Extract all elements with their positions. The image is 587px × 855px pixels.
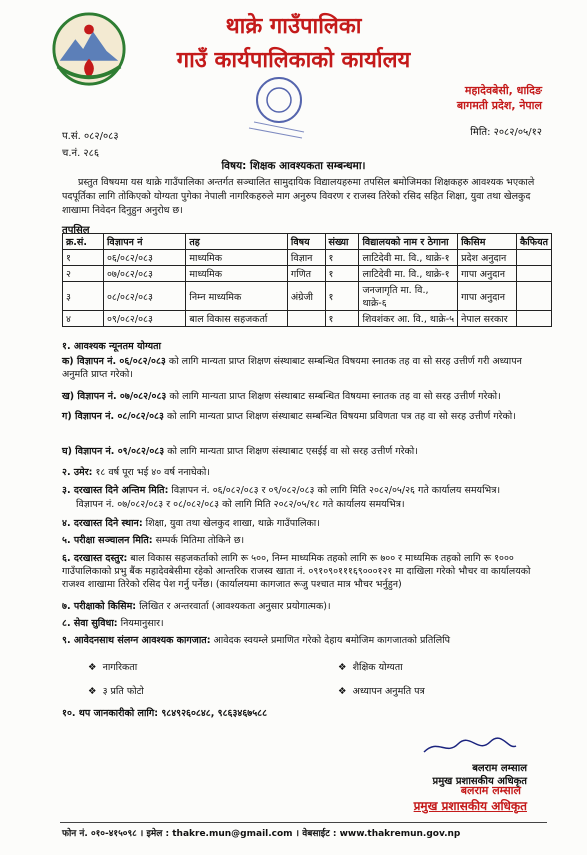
subject-line: विषय: शिक्षक आवश्यकता सम्बन्धमा।	[221, 160, 366, 172]
table-cell	[516, 250, 551, 266]
item-text: लिखित र अन्तरवार्ता (आवश्यकता अनुसार प्रयोगात्मक)।	[136, 601, 331, 612]
item-label: ख) विज्ञापन नं. ०७/०८२/०८३	[62, 391, 167, 402]
qualification-b	[62, 390, 542, 403]
item-label: ४. दरखास्त दिने स्थान:	[62, 518, 143, 529]
item-text: को लागि मान्यता प्राप्त शिक्षण संस्थाबाट एसईई वा सो सरह उत्तीर्ण गरेको।	[164, 446, 418, 457]
address-line-1: महादेवबेसी, धादिङ	[464, 84, 542, 97]
table-cell: विज्ञान	[287, 250, 325, 266]
table-row	[63, 250, 552, 266]
table-cell: निम्न माध्यमिक	[186, 282, 288, 311]
table-cell	[516, 282, 551, 311]
footer-contact: फोन नं. ०१०-४१५०९८ । इमेल : thakre.mun@gmail.com । वेबसाईट : www.thakremun.gov.np	[62, 829, 461, 839]
table-cell: १	[325, 311, 359, 327]
col-header: विद्यालयको नाम र ठेगाना	[359, 234, 458, 250]
table-cell: प्रदेश अनुदान	[458, 250, 517, 266]
document-name: अध्यापन अनुमति पत्र	[352, 686, 425, 697]
table-header-row	[63, 234, 552, 250]
table-cell: ०६/०८२/०८३	[103, 250, 185, 266]
item-label: ३. दरखास्त दिने अन्तिम मिति:	[62, 485, 169, 496]
item-label: ५. परीक्षा सञ्चालन मिति:	[62, 535, 153, 546]
table-cell: माध्यमिक	[186, 250, 288, 266]
footer-divider	[60, 822, 547, 823]
qualification-c	[62, 410, 542, 423]
table-cell: माध्यमिक	[186, 266, 288, 282]
document-name: ३ प्रति फोटो	[102, 686, 144, 697]
details-heading: तपसिल	[62, 225, 90, 236]
vacancy-table	[62, 233, 552, 327]
intro-paragraph: प्रस्तुत विषयमा यस थाक्रे गाउँपालिका अन्तर्गत सञ्चालित सामुदायिक विद्यालयहरुमा तपसिल बमोजिमका शिक्षकहरु आवश्यक भएकाले पदपूर्तिका लागि तोकिएको योग्यता पुगेका नेपाली नागरिकहरुले माग अनुरुप विवरण र राजस्व तिरेको रसिद सहित शिक्षा, युवा तथा खेलकुद शाखामा निवेदन दिनुहुन अनुरोध छ।	[62, 177, 535, 216]
table-cell: नेपाल सरकार	[458, 311, 517, 327]
col-header: विज्ञापन नं	[103, 234, 185, 250]
reference-number: प.सं. ०८२/०८३	[62, 131, 119, 142]
table-cell: गापा अनुदान	[458, 266, 517, 282]
table-cell: गणित	[287, 266, 325, 282]
item-text: १८ वर्ष पूरा भई ४० वर्ष ननाघेको।	[92, 467, 210, 478]
item-text: विज्ञापन नं. ०६/०८२/०८३ र ०९/०८२/०८३ को लागि मिति २०८२/०५/२६ गते कार्यालय समयभित्र।	[168, 485, 501, 496]
table-cell: लाटिदेवी मा. वि., थाक्रे-१	[359, 250, 458, 266]
item-text: आवेदक स्वयम्ले प्रमाणित गरेको देहाय बमोजिम कागजातको प्रतिलिपि	[210, 635, 450, 646]
col-header: किसिम	[458, 234, 517, 250]
item-label: घ) विज्ञापन नं. ०९/०८२/०८३	[62, 446, 165, 457]
item-text: को लागि मान्यता प्राप्त शिक्षण संस्थाबाट सम्बन्धित विषयमा स्नातक तह वा सो सरह उत्तीर्ण गरेको।	[166, 391, 501, 402]
col-header: संख्या	[325, 234, 359, 250]
table-cell: १	[325, 266, 359, 282]
list-item: ❖ ३ प्रति फोटो	[88, 686, 144, 697]
signatory-stamp-name: बलराम लम्साल	[460, 784, 521, 797]
age-requirement	[62, 466, 542, 479]
table-cell: शिवशंकर आ. वि., थाक्रे-५	[359, 311, 458, 327]
table-cell: बाल विकास सहजकर्ता	[186, 311, 288, 327]
item-text: शिक्षा, युवा तथा खेलकुद शाखा, थाक्रे गाउँपालिका।	[142, 518, 320, 529]
item-text: सम्पर्क मितिमा तोकिने छ।	[152, 535, 245, 546]
item-label: २. उमेर:	[62, 467, 93, 478]
application-place	[62, 517, 542, 530]
list-item: ❖ नागरिकता	[88, 662, 138, 673]
item-text: को लागि मान्यता प्राप्त शिक्षण संस्थाबाट सम्बन्धित विषयमा स्नातक तह वा सो सरह उत्तीर्ण गरी अध्यापन अनुमति प्राप्त गरेको।	[62, 356, 522, 380]
qualification-d	[62, 445, 542, 458]
table-row	[63, 266, 552, 282]
document-name: नागरिकता	[102, 662, 138, 673]
col-header: तह	[186, 234, 288, 250]
item-label: ८. सेवा सुविधा:	[62, 618, 118, 629]
item-text: को लागि मान्यता प्राप्त शिक्षण संस्थाबाट सम्बन्धित विषयमा प्रविणता पत्र तह वा सो सरह उत्तीर्ण गरेको।	[163, 411, 516, 422]
office-name: थाक्रे गाउँपालिका	[225, 14, 362, 39]
signatory-title: प्रमुख प्रशासकीय अधिकृत	[432, 776, 527, 787]
table-cell: ०९/०८२/०८३	[103, 311, 185, 327]
table-cell	[287, 311, 325, 327]
item-label: ग) विज्ञापन नं. ०८/०८२/०८३	[62, 411, 164, 422]
col-header: कैफियत	[516, 234, 551, 250]
table-cell: ०७/०८२/०८३	[103, 266, 185, 282]
table-cell: लाटिदेवी मा. वि., थाक्रे-१	[359, 266, 458, 282]
table-cell: ४	[63, 311, 104, 327]
table-row	[63, 282, 552, 311]
list-item: ❖ शैक्षिक योग्यता	[338, 662, 403, 673]
col-header: विषय	[287, 234, 325, 250]
item-text: बाल विकास सहजकर्ताको लागि रू ५००, निम्न माध्यमिक तहको लागि रू ७०० र माध्यमिक तहको लागि रू १००० गाउँपालिकाको प्रभु बैंक महादेवबेसीमा रहेको आन्तरिक राजस्व खाता नं. ०९१०९०१११६९०००१२१ मा दाखिला गरेको भौचर वा कार्यालयको राजश्व शाखामा तिरेको रसिद पेश गर्नु पर्नेछ। (कार्यालयमा कागजात रूजु पश्चात मात्र भौचर भर्नुहुन)	[62, 553, 531, 590]
office-stamp-icon	[234, 70, 324, 140]
signature-icon	[420, 736, 520, 758]
facilities	[62, 617, 542, 630]
table-cell	[516, 266, 551, 282]
required-documents	[62, 634, 542, 647]
qualification-a	[62, 355, 542, 381]
application-fee	[62, 552, 542, 591]
address-line-2: बागमती प्रदेश, नेपाल	[456, 99, 542, 112]
table-row	[63, 311, 552, 327]
signatory-name: बलराम लम्साल	[472, 763, 527, 774]
table-cell: १	[325, 250, 359, 266]
table-cell: गापा अनुदान	[458, 282, 517, 311]
contact-info: १०. थप जानकारीको लागि: ९८४९२६०८४८, ९८६३४६७५८८	[62, 708, 268, 719]
item-text: नियमानुसार।	[117, 618, 164, 629]
table-cell: ०८/०८२/०८३	[103, 282, 185, 311]
table-cell: २	[63, 266, 104, 282]
letter-date: मिति: २०८२/०५/१२	[470, 127, 542, 138]
item-label: क) विज्ञापन नं. ०६/०८२/०८३	[62, 356, 166, 367]
exam-type	[62, 600, 542, 613]
deadline	[62, 484, 542, 497]
qualification-heading: १. आवश्यक न्यूनतम योग्यता	[62, 341, 162, 352]
deadline-2: विज्ञापन नं. ०७/०८२/०८३ र ०८/०८२/०८३ को लागि मिति २०८२/०५/१८ गते कार्यालय समयभित्र।	[76, 499, 405, 510]
dispatch-number: च.नं. २८६	[62, 148, 100, 159]
list-item: ❖ अध्यापन अनुमति पत्र	[338, 686, 425, 697]
table-cell: जनजागृति मा. वि., थाक्रे-६	[359, 282, 458, 311]
exam-date	[62, 534, 542, 547]
table-cell: १	[325, 282, 359, 311]
col-header: क्र.सं.	[63, 234, 104, 250]
item-label: ९. आवेदनसाथ संलग्न आवश्यक कागजात:	[62, 635, 211, 646]
signatory-stamp-title: प्रमुख प्रशासकीय अधिकृत	[413, 799, 527, 813]
table-cell: १	[63, 250, 104, 266]
document-name: शैक्षिक योग्यता	[352, 662, 403, 673]
office-subtitle: गाउँ कार्यपालिकाको कार्यालय	[176, 48, 411, 73]
table-cell	[516, 311, 551, 327]
table-cell: ३	[63, 282, 104, 311]
item-label: ७. परीक्षाको किसिम:	[62, 601, 137, 612]
item-label: ६. दरखास्त दस्तुर:	[62, 553, 128, 564]
table-cell: अंग्रेजी	[287, 282, 325, 311]
